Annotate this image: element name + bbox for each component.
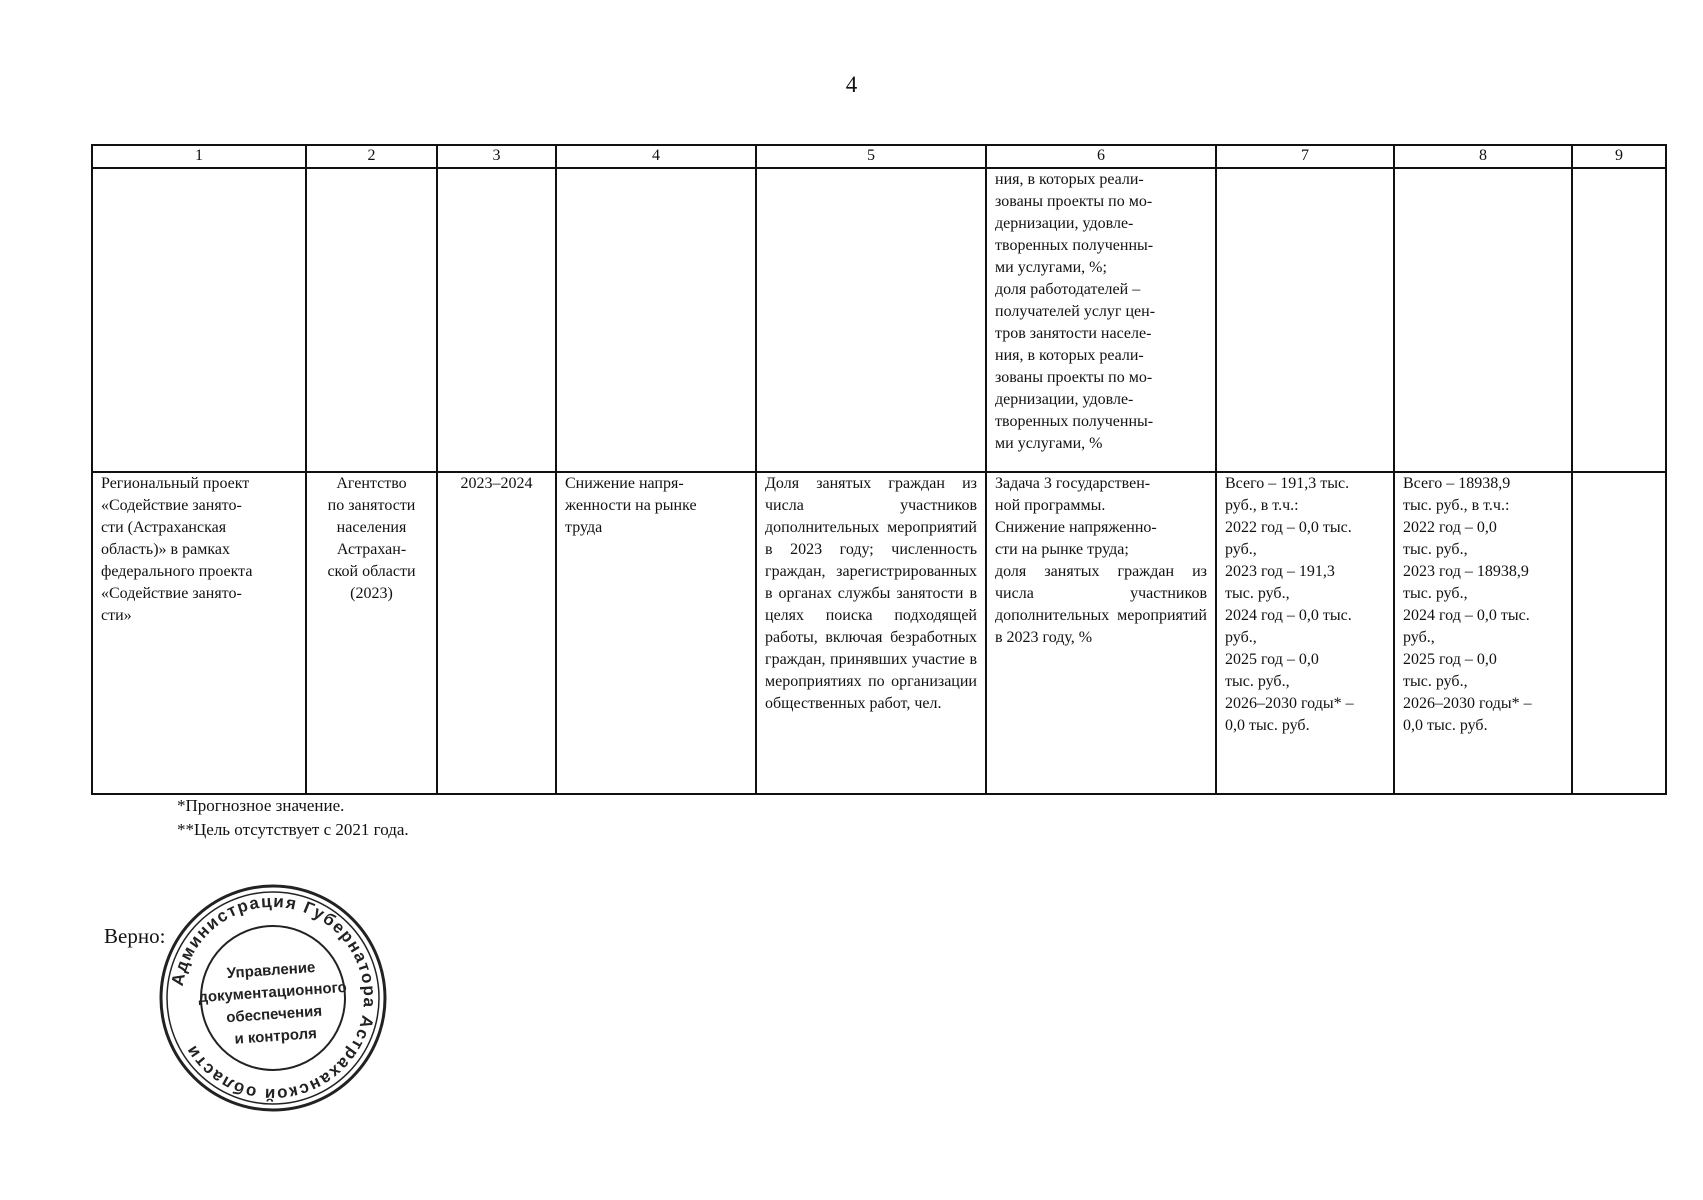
column-header: 4 (556, 145, 756, 168)
column-header: 9 (1572, 145, 1666, 168)
column-header: 3 (437, 145, 556, 168)
seal-center-line: обеспечения (225, 1002, 323, 1027)
cell-funding-regional: Всего – 191,3 тыс. руб., в т.ч.: 2022 год – 0,0 тыс. руб., 2023 год – 191,3 тыс. руб., 2024 год – 0,0 тыс. руб., 2025 год – 0,0 тыс. руб., 2026–2030 годы* – 0,0 тыс. руб. (1225, 475, 1354, 734)
table-cell (756, 168, 986, 472)
table-cell (306, 472, 437, 794)
table-cell (306, 168, 437, 472)
footnote: *Прогнозное значение. (177, 796, 345, 815)
table-cell (756, 472, 986, 794)
table-cell (986, 168, 1216, 472)
table-cell (556, 168, 756, 472)
table-cell (1572, 472, 1666, 794)
table-cell (92, 472, 306, 794)
program-table (91, 144, 1667, 795)
cell-project-name: Региональный проект «Содействие занято- сти (Астраханская область)» в рамках федерального проекта «Содействие занято- сти» (101, 475, 253, 624)
table-cell (1394, 472, 1572, 794)
footnote: **Цель отсутствует с 2021 года. (177, 820, 409, 839)
certification-label: Верно: (104, 924, 166, 948)
column-header: 6 (986, 145, 1216, 168)
table-cell (437, 168, 556, 472)
seal-center-line: и контроля (233, 1025, 318, 1048)
footnotes (177, 794, 409, 842)
column-header: 5 (756, 145, 986, 168)
table-row (92, 472, 1666, 794)
seal-ring-text: Администрация Губернатора Астраханской области (167, 891, 380, 1105)
table-cell (556, 472, 756, 794)
table-cell (92, 168, 306, 472)
column-header: 7 (1216, 145, 1394, 168)
cell-task: Задача 3 государствен- ной программы. Снижение напряженно- сти на рынке труда; доля занятых граждан из числа участников дополнительных мероприятий в 2023 году, % (995, 475, 1207, 646)
page-number: 4 (845, 72, 858, 97)
table-cell (986, 472, 1216, 794)
table-cell (1216, 168, 1394, 472)
column-header: 2 (306, 145, 437, 168)
column-header: 1 (92, 145, 306, 168)
seal-center-line: Управление (226, 958, 316, 983)
cell-goal: Снижение напря- женности на рынке труда (565, 475, 697, 536)
cell-responsible: Агентство по занятости населения Астрахан- ской области (2023) (327, 475, 416, 602)
table-row (92, 168, 1666, 472)
official-seal-icon (158, 883, 388, 1113)
cell-indicators: Доля занятых граждан из числа участников дополнительных мероприятий в 2023 году; численность граждан, зарегистрированных в органах службы занятости в целях поиска подходящей работы, включая безработных граждан, принявших участие в мероприятиях по организации общественных работ, чел. (765, 475, 977, 712)
cell-indicator-continuation: ния, в которых реали- зованы проекты по мо- дернизации, удовле- творенных полученны- ми услугами, %; доля работодателей – получателей услуг цен- тров занятости населе- ния, в которых реали- зованы проекты по мо- дернизации, удовле- творенных полученны- ми услугами, % (995, 171, 1156, 452)
table-cell (437, 472, 556, 794)
seal-center-line: документационного (197, 978, 348, 1007)
header-row (92, 145, 1666, 168)
table-cell (1394, 168, 1572, 472)
table-cell (1216, 472, 1394, 794)
cell-period: 2023–2024 (460, 475, 533, 492)
cell-funding-total: Всего – 18938,9 тыс. руб., в т.ч.: 2022 год – 0,0 тыс. руб., 2023 год – 18938,9 тыс. руб., 2024 год – 0,0 тыс. руб., 2025 год – 0,0 тыс. руб., 2026–2030 годы* – 0,0 тыс. руб. (1403, 475, 1532, 734)
table-cell (1572, 168, 1666, 472)
column-header: 8 (1394, 145, 1572, 168)
